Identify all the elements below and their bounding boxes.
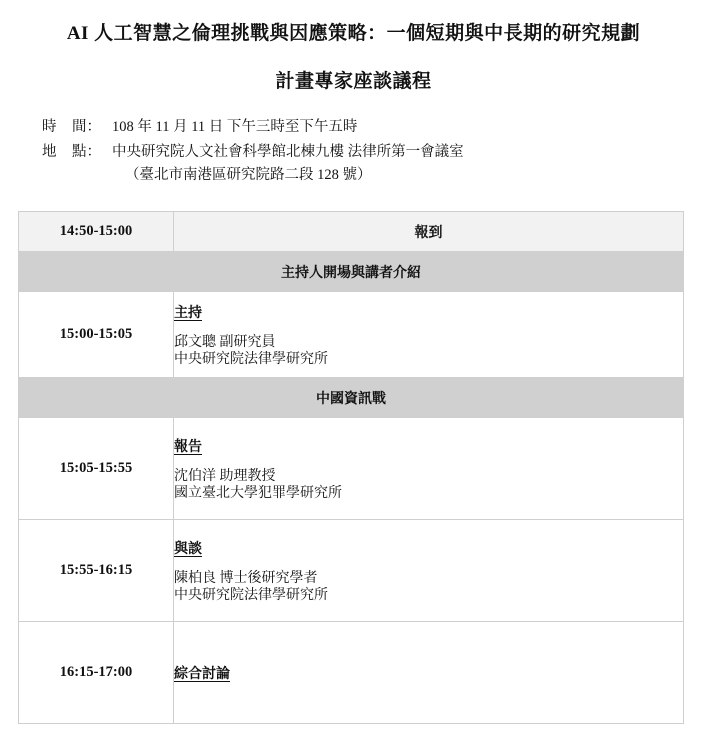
report-role: 報告 [174, 439, 202, 455]
host-role: 主持 [174, 305, 202, 321]
section-row-infowar [19, 378, 684, 418]
section-row-intro [19, 252, 684, 292]
section-intro-label: 主持人開場與講者介紹 [19, 252, 684, 292]
checkin-row [19, 212, 684, 252]
open-discussion-content [174, 622, 684, 724]
address-info: （臺北市南港區研究院路二段 128 號） [125, 167, 372, 183]
discussant-org: 中央研究院法律學研究所 [174, 587, 328, 603]
time-label: 時 間： [42, 119, 101, 135]
place-value: 中央研究院人文社會科學館北棟九樓 法律所第一會議室 [112, 144, 464, 160]
agenda-table [18, 211, 684, 724]
place-info [42, 143, 464, 161]
checkin-time: 14:50-15:00 [19, 212, 174, 252]
section-infowar-label: 中國資訊戰 [19, 378, 684, 418]
document-title: AI 人工智慧之倫理挑戰與因應策略：一個短期與中長期的研究規劃 [66, 23, 641, 44]
time-info [42, 118, 357, 136]
discussant-role: 與談 [174, 541, 202, 557]
discussant-content [174, 520, 684, 622]
report-time: 15:05-15:55 [19, 418, 174, 520]
host-name: 邱文聰 副研究員 [174, 334, 276, 350]
open-discussion-time: 16:15-17:00 [19, 622, 174, 724]
document-subtitle: 計畫專家座談議程 [275, 71, 432, 92]
open-discussion-role: 綜合討論 [174, 666, 230, 682]
time-value: 108 年 11 月 11 日 下午三時至下午五時 [112, 119, 358, 135]
report-row [19, 418, 684, 520]
report-name: 沈伯洋 助理教授 [174, 468, 276, 484]
place-label: 地 點： [42, 144, 101, 160]
discussant-row [19, 520, 684, 622]
open-discussion-row [19, 622, 684, 724]
checkin-label: 報到 [174, 212, 684, 252]
discussant-name: 陳柏良 博士後研究學者 [174, 570, 318, 586]
host-org: 中央研究院法律學研究所 [174, 351, 328, 367]
host-content [174, 292, 684, 378]
discussant-time: 15:55-16:15 [19, 520, 174, 622]
report-content [174, 418, 684, 520]
host-time: 15:00-15:05 [19, 292, 174, 378]
host-row [19, 292, 684, 378]
report-org: 國立臺北大學犯罪學研究所 [174, 485, 342, 501]
